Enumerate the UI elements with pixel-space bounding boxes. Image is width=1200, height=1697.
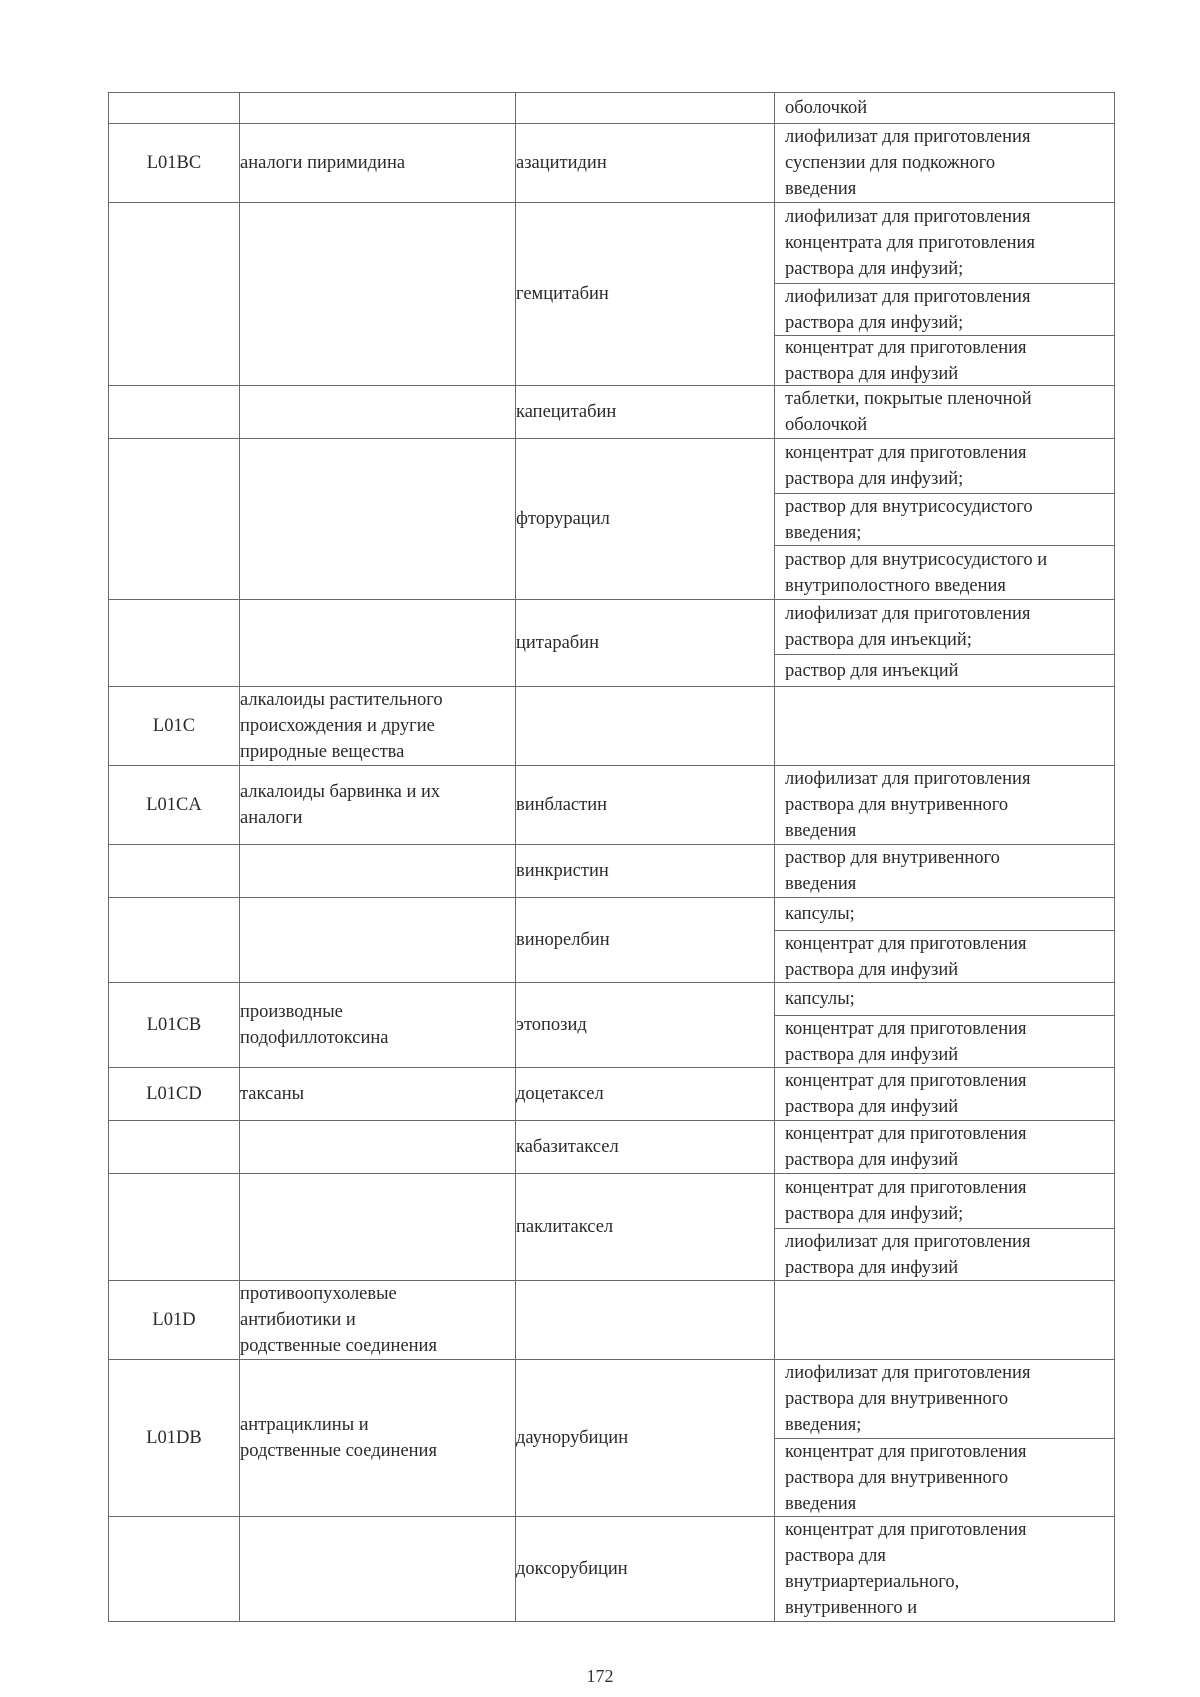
- drug-name-cell: [516, 1517, 775, 1622]
- dosage-forms-cell: [775, 1068, 1115, 1121]
- dosage-form: [775, 203, 1114, 283]
- dosage-form-line: концентрат для приготовления: [785, 1520, 1027, 1540]
- dosage-form-line: раствора для инфузий: [785, 1150, 959, 1170]
- drug-name-cell: [516, 845, 775, 898]
- dosage-form-line: концентрат для приготовления: [785, 443, 1027, 463]
- dosage-form-line: капсулы;: [785, 904, 855, 924]
- dosage-form: [775, 898, 1114, 930]
- atc-code-cell: [109, 1517, 240, 1622]
- dosage-form-line: оболочкой: [785, 98, 868, 118]
- dosage-form: [775, 983, 1114, 1015]
- dosage-form: [775, 1517, 1114, 1621]
- drug-name-cell: [516, 1360, 775, 1517]
- dosage-form-line: суспензии для подкожного: [785, 153, 996, 173]
- dosage-form-line: лиофилизат для приготовления: [785, 604, 1031, 624]
- dosage-form: [775, 930, 1114, 982]
- page-number: 172: [586, 1666, 614, 1686]
- group-name-cell: [240, 600, 516, 687]
- dosage-form-line: введения;: [785, 522, 862, 543]
- group-name-cell: [240, 1281, 516, 1360]
- atc-code-cell: [109, 203, 240, 386]
- drug-name-cell: [516, 93, 775, 124]
- dosage-form-line: раствор для внутривенного: [785, 848, 1000, 868]
- dosage-form-line: введения: [785, 874, 857, 894]
- table-body: [109, 93, 1115, 1622]
- dosage-forms-cell: [775, 898, 1115, 983]
- group-name-cell: [240, 898, 516, 983]
- dosage-forms-cell: [775, 1121, 1115, 1174]
- drug-name-cell: [516, 898, 775, 983]
- drug-name-cell: [516, 386, 775, 439]
- dosage-form-line: таблетки, покрытые пленочной: [785, 389, 1032, 409]
- group-name-cell-line: алкалоиды растительного: [240, 690, 443, 710]
- dosage-form: [775, 845, 1114, 897]
- drug-name-cell-line: доксорубицин: [516, 1559, 628, 1579]
- group-name-cell-line: природные вещества: [240, 742, 405, 762]
- table-row: [109, 1121, 1115, 1174]
- atc-code-cell: [109, 600, 240, 687]
- dosage-form-line: концентрат для приготовления: [785, 337, 1027, 358]
- drug-name-cell-line: доцетаксел: [516, 1084, 604, 1104]
- group-name-cell-line: антрациклины и: [240, 1415, 369, 1435]
- drug-name-cell: [516, 1121, 775, 1174]
- dosage-form: [775, 283, 1114, 335]
- drug-name-cell-line: капецитабин: [516, 402, 617, 422]
- dosage-form-line: раствор для инъекций: [785, 660, 959, 681]
- group-name-cell: [240, 439, 516, 600]
- table-row: [109, 124, 1115, 203]
- drug-name-cell-line: цитарабин: [516, 633, 599, 653]
- dosage-form-line: концентрат для приготовления: [785, 1018, 1027, 1039]
- dosage-form-line: раствор для внутрисосудистого: [785, 496, 1033, 517]
- dosage-form-line: оболочкой: [785, 415, 868, 435]
- atc-code-cell: [109, 898, 240, 983]
- dosage-form-line: раствора для инфузий;: [785, 259, 964, 279]
- atc-code-cell: [109, 1281, 240, 1360]
- drug-name-cell: [516, 687, 775, 766]
- atc-code-cell: [109, 983, 240, 1068]
- dosage-form-line: раствор для внутрисосудистого и: [785, 549, 1048, 570]
- group-name-cell-line: подофиллотоксина: [240, 1028, 389, 1048]
- dosage-forms-cell: [775, 1360, 1115, 1517]
- drug-name-cell: [516, 1068, 775, 1121]
- group-name-cell: [240, 203, 516, 386]
- table-row: [109, 93, 1115, 124]
- dosage-form-line: концентрат для приготовления: [785, 1441, 1027, 1462]
- table-row: [109, 898, 1115, 983]
- group-name-cell-line: аналоги: [240, 808, 303, 828]
- group-name-cell-line: аналоги пиримидина: [240, 153, 406, 173]
- dosage-form-line: лиофилизат для приготовления: [785, 1363, 1031, 1383]
- atc-code-cell: [109, 1174, 240, 1281]
- group-name-cell-line: родственные соединения: [240, 1336, 437, 1356]
- dosage-form: [775, 493, 1114, 545]
- drug-name-cell: [516, 1174, 775, 1281]
- dosage-form: [775, 600, 1114, 654]
- atc-code-cell: [109, 1068, 240, 1121]
- dosage-forms-cell: [775, 687, 1115, 766]
- drug-name-cell: [516, 203, 775, 386]
- dosage-form-line: раствора для инфузий: [785, 1257, 959, 1278]
- dosage-form: [775, 439, 1114, 493]
- group-name-cell: [240, 1517, 516, 1622]
- group-name-cell: [240, 687, 516, 766]
- group-name-cell-line: антибиотики и: [240, 1310, 356, 1330]
- drug-name-cell: [516, 439, 775, 600]
- dosage-forms-cell: [775, 439, 1115, 600]
- table-row: [109, 1174, 1115, 1281]
- dosage-form-line: лиофилизат для приготовления: [785, 127, 1031, 147]
- drug-name-cell-line: этопозид: [516, 1015, 587, 1035]
- dosage-form-line: раствора для инфузий;: [785, 1204, 964, 1224]
- atc-code-cell-line: L01CD: [146, 1084, 202, 1104]
- dosage-form-line: лиофилизат для приготовления: [785, 769, 1031, 789]
- dosage-forms-cell: [775, 93, 1115, 124]
- dosage-form: [775, 1228, 1114, 1280]
- drug-name-cell-line: азацитидин: [516, 153, 607, 173]
- dosage-form: [775, 1360, 1114, 1438]
- dosage-form-line: концентрата для приготовления: [785, 233, 1035, 253]
- atc-code-cell: [109, 93, 240, 124]
- dosage-form-line: раствора для внутривенного: [785, 1467, 1009, 1488]
- table-row: [109, 386, 1115, 439]
- dosage-form-line: раствора для внутривенного: [785, 795, 1009, 815]
- atc-code-cell: [109, 439, 240, 600]
- dosage-form-line: лиофилизат для приготовления: [785, 1231, 1031, 1252]
- dosage-form-line: введения: [785, 1493, 857, 1514]
- dosage-form-line: внутриартериального,: [785, 1572, 960, 1592]
- dosage-forms-cell: [775, 983, 1115, 1068]
- drug-name-cell-line: винбластин: [516, 795, 608, 815]
- table-row: [109, 1360, 1115, 1517]
- dosage-form: [775, 124, 1114, 202]
- group-name-cell: [240, 766, 516, 845]
- dosage-forms-cell: [775, 124, 1115, 203]
- dosage-form-line: капсулы;: [785, 989, 855, 1009]
- dosage-form: [775, 545, 1114, 599]
- group-name-cell-line: производные: [240, 1002, 343, 1022]
- group-name-cell: [240, 124, 516, 203]
- dosage-form-line: раствора для инфузий: [785, 1044, 959, 1065]
- atc-code-cell: [109, 845, 240, 898]
- drug-name-cell-line: винорелбин: [516, 930, 610, 950]
- atc-code-cell: [109, 386, 240, 439]
- dosage-forms-cell: [775, 766, 1115, 845]
- dosage-forms-cell: [775, 203, 1115, 386]
- atc-code-cell-line: L01BC: [146, 153, 202, 173]
- dosage-form-line: внутриполостного введения: [785, 575, 1006, 596]
- dosage-form: [775, 766, 1114, 844]
- drug-name-cell-line: даунорубицин: [516, 1428, 629, 1448]
- dosage-form-line: введения;: [785, 1415, 862, 1435]
- atc-code-cell-line: L01CB: [146, 1015, 202, 1035]
- drug-name-cell-line: фторурацил: [516, 509, 610, 529]
- dosage-form-line: концентрат для приготовления: [785, 933, 1027, 954]
- dosage-forms-cell: [775, 1517, 1115, 1622]
- dosage-form-line: раствора для инъекций;: [785, 630, 972, 650]
- dosage-forms-cell: [775, 600, 1115, 687]
- dosage-forms-cell: [775, 1174, 1115, 1281]
- dosage-form-line: раствора для инфузий: [785, 1097, 959, 1117]
- dosage-form-line: раствора для инфузий: [785, 959, 959, 980]
- dosage-form: [775, 93, 1114, 123]
- dosage-form-line: введения: [785, 179, 857, 199]
- dosage-form: [775, 386, 1114, 438]
- medication-table: [108, 92, 1115, 1622]
- dosage-form-line: раствора для внутривенного: [785, 1389, 1009, 1409]
- atc-code-cell: [109, 1360, 240, 1517]
- atc-code-cell: [109, 687, 240, 766]
- group-name-cell-line: родственные соединения: [240, 1441, 437, 1461]
- group-name-cell: [240, 845, 516, 898]
- drug-name-cell: [516, 766, 775, 845]
- dosage-form: [775, 335, 1114, 385]
- atc-code-cell-line: L01D: [152, 1310, 196, 1330]
- table-row: [109, 1281, 1115, 1360]
- dosage-forms-cell: [775, 845, 1115, 898]
- table-row: [109, 600, 1115, 687]
- dosage-form: [775, 1121, 1114, 1173]
- group-name-cell: [240, 386, 516, 439]
- dosage-form: [775, 1068, 1114, 1120]
- dosage-forms-cell: [775, 1281, 1115, 1360]
- dosage-form: [775, 1015, 1114, 1067]
- group-name-cell-line: происхождения и другие: [240, 716, 435, 736]
- drug-name-cell-line: винкристин: [516, 861, 609, 881]
- dosage-form: [775, 687, 1114, 765]
- dosage-form-line: введения: [785, 821, 857, 841]
- group-name-cell-line: алкалоиды барвинка и их: [240, 782, 441, 802]
- dosage-form-line: концентрат для приготовления: [785, 1178, 1027, 1198]
- dosage-form-line: лиофилизат для приготовления: [785, 286, 1031, 307]
- atc-code-cell-line: L01CA: [146, 795, 202, 815]
- table-row: [109, 687, 1115, 766]
- dosage-form-line: концентрат для приготовления: [785, 1124, 1027, 1144]
- dosage-form: [775, 1281, 1114, 1359]
- atc-code-cell: [109, 1121, 240, 1174]
- drug-name-cell: [516, 1281, 775, 1360]
- drug-name-cell: [516, 600, 775, 687]
- group-name-cell: [240, 93, 516, 124]
- group-name-cell-line: таксаны: [240, 1084, 305, 1104]
- dosage-form: [775, 1438, 1114, 1516]
- table-row: [109, 983, 1115, 1068]
- dosage-form: [775, 1174, 1114, 1228]
- dosage-form-line: лиофилизат для приготовления: [785, 207, 1031, 227]
- dosage-form-line: раствора для инфузий: [785, 363, 959, 384]
- table-row: [109, 766, 1115, 845]
- dosage-form-line: раствора для инфузий;: [785, 469, 964, 489]
- group-name-cell: [240, 983, 516, 1068]
- atc-code-cell-line: L01C: [152, 716, 196, 736]
- atc-code-cell: [109, 124, 240, 203]
- dosage-form-line: раствора для инфузий;: [785, 312, 964, 333]
- dosage-form-line: внутривенного и: [785, 1598, 918, 1618]
- atc-code-cell: [109, 766, 240, 845]
- drug-name-cell-line: гемцитабин: [516, 284, 609, 304]
- table-row: [109, 845, 1115, 898]
- table-row: [109, 1068, 1115, 1121]
- table-row: [109, 203, 1115, 386]
- dosage-forms-cell: [775, 386, 1115, 439]
- group-name-cell: [240, 1068, 516, 1121]
- table-row: [109, 439, 1115, 600]
- group-name-cell-line: противоопухолевые: [240, 1284, 397, 1304]
- group-name-cell: [240, 1360, 516, 1517]
- dosage-form-line: концентрат для приготовления: [785, 1071, 1027, 1091]
- drug-name-cell-line: кабазитаксел: [516, 1137, 619, 1157]
- drug-name-cell: [516, 124, 775, 203]
- atc-code-cell-line: L01DB: [146, 1428, 202, 1448]
- dosage-form: [775, 654, 1114, 686]
- dosage-form-line: раствора для: [785, 1546, 886, 1566]
- drug-name-cell-line: паклитаксел: [516, 1217, 614, 1237]
- group-name-cell: [240, 1121, 516, 1174]
- drug-name-cell: [516, 983, 775, 1068]
- group-name-cell: [240, 1174, 516, 1281]
- table-row: [109, 1517, 1115, 1622]
